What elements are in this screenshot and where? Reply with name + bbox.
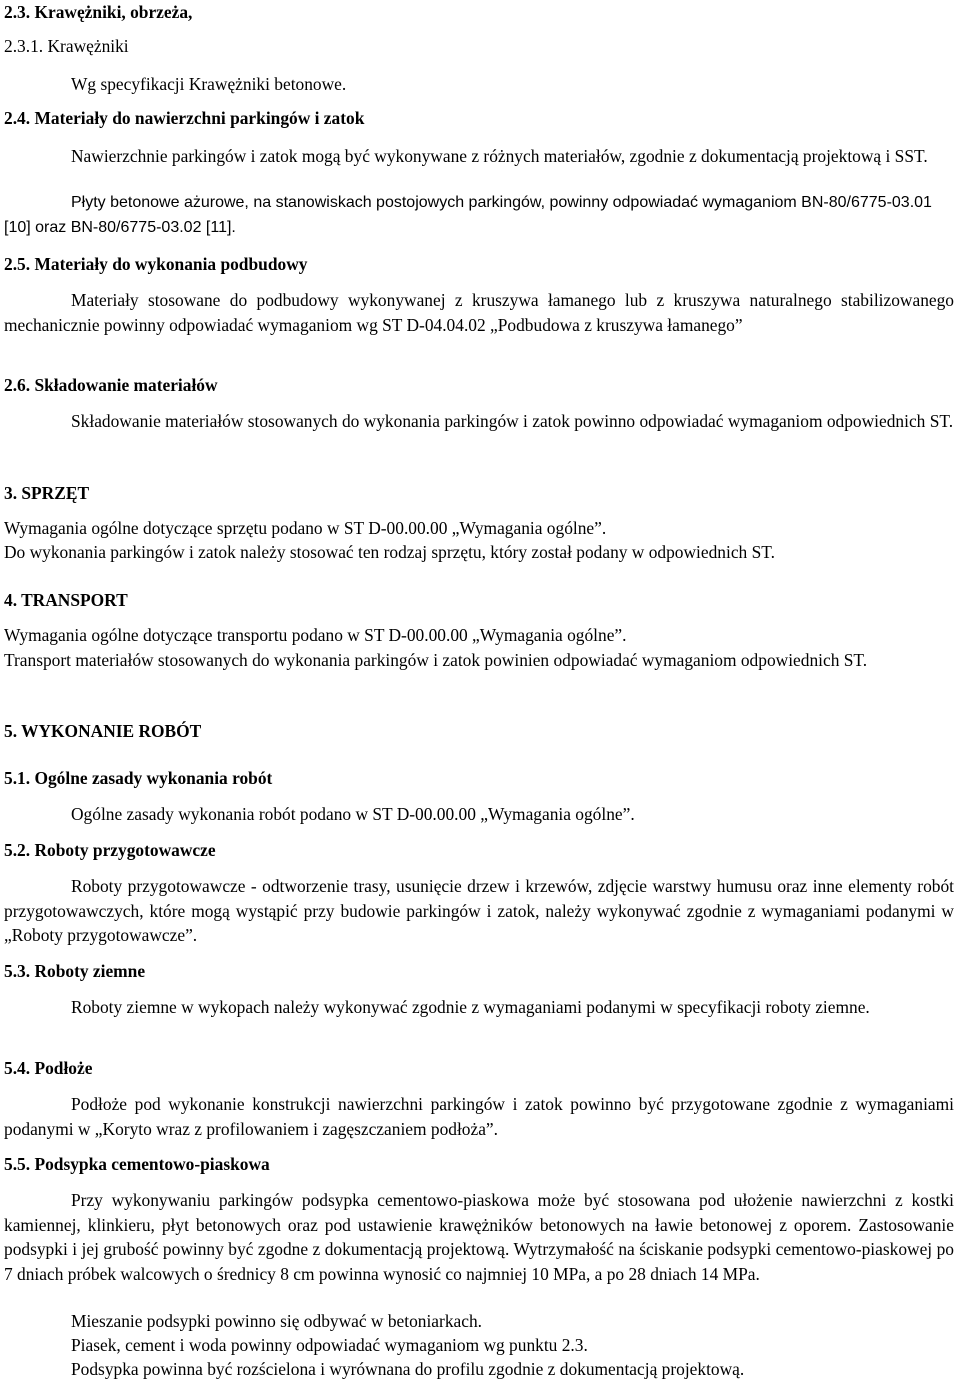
section-title: Podłoże (34, 1058, 93, 1078)
section-5-1-heading (4, 766, 272, 791)
section-5-5-paragraph-3: Piasek, cement i woda powinny odpowiadać wymaganiom wg punktu 2.3. (71, 1335, 588, 1355)
section-2-3-1-text: Wg specyfikacji Krawężniki betonowe. (71, 74, 347, 94)
section-5-5-heading (4, 1152, 270, 1177)
section-3-paragraph-1: Wymagania ogólne dotyczące sprzętu podano w ST D-00.00.00 „Wymagania ogólne”. (4, 518, 607, 538)
section-5-3-heading (4, 959, 145, 984)
section-4-paragraph-1: Wymagania ogólne dotyczące transportu podano w ST D-00.00.00 „Wymagania ogólne”. (4, 625, 627, 645)
section-2-5-heading (4, 252, 307, 277)
section-5-2-heading (4, 838, 216, 863)
section-title: Ogólne zasady wykonania robót (34, 768, 273, 788)
section-4-heading: 4. TRANSPORT (4, 590, 128, 610)
section-2-4-heading (4, 106, 364, 131)
section-title: Krawężniki, obrzeża, (34, 2, 193, 22)
section-number: 2.3.1. (4, 36, 44, 56)
section-2-3-1-heading (4, 34, 129, 59)
section-title: Roboty ziemne (34, 961, 146, 981)
section-5-heading: 5. WYKONANIE ROBÓT (4, 721, 202, 741)
section-5-5-paragraph-1: Przy wykonywaniu parkingów podsypka cementowo-piaskowa może być stosowana pod ułożenie nawierzchni z kostki kamiennej, klinkieru, płyt betonowych oraz pod ustawienie krawężników betonowych na ławie betonowej z oporem. Zastosowanie podsypki i jej grubość powinny być zgodne z dokumentacją projektową. Wytrzymałość na ściskanie podsypki cementowo-piaskowej po 7 dniach próbek walcowych o średnicy 8 cm powinna wynosić co najmniej 10 MPa, a po 28 dniach 14 MPa. (4, 1190, 954, 1284)
section-number: 5.2. (4, 840, 31, 860)
section-2-3-heading (4, 0, 192, 25)
section-2-6-paragraph-1: Składowanie materiałów stosowanych do wykonania parkingów i zatok powinno odpowiadać wymaganiom odpowiednich ST. (71, 411, 954, 431)
section-title: Krawężniki (47, 36, 129, 56)
section-5-5-paragraph-4: Podsypka powinna być rozścielona i wyrównana do profilu zgodnie z dokumentacją projektową. (71, 1359, 745, 1379)
section-3-heading: 3. SPRZĘT (4, 483, 90, 503)
section-title: Roboty przygotowawcze (34, 840, 216, 860)
section-number: 2.6. (4, 375, 31, 395)
section-4-paragraph-2: Transport materiałów stosowanych do wykonania parkingów i zatok powinien odpowiadać wymaganiom odpowiednich ST. (4, 650, 868, 670)
section-title: Składowanie materiałów (34, 375, 218, 395)
section-number: 2.5. (4, 254, 31, 274)
section-5-5-paragraph-2: Mieszanie podsypki powinno się odbywać w betoniarkach. (71, 1311, 482, 1331)
section-2-5-paragraph-1: Materiały stosowane do podbudowy wykonywanej z kruszywa łamanego lub z kruszywa naturalnego stabilizowanego mechanicznie powinny odpowiadać wymaganiom wg ST D-04.04.02 „Podbudowa z kruszywa łamanego” (4, 290, 954, 335)
section-2-4-paragraph-2: Płyty betonowe ażurowe, na stanowiskach postojowych parkingów, powinny odpowiadać wymaganiom BN-80/6775-03.01 [10] oraz BN-80/6775-03.02 [11]. (4, 194, 932, 236)
section-5-2-paragraph-1: Roboty przygotowawcze - odtworzenie trasy, usunięcie drzew i krzewów, zdjęcie warstwy humusu oraz inne elementy robót przygotowawczych, które mogą wystąpić przy budowie parkingów i zatok, należy wykonywać zgodnie z wymaganiami podanymi w „Roboty przygotowawcze”. (4, 876, 954, 945)
section-number: 2.3. (4, 2, 31, 22)
section-5-4-heading (4, 1056, 92, 1081)
section-3-paragraph-2: Do wykonania parkingów i zatok należy stosować ten rodzaj sprzętu, który został podany w odpowiednich ST. (4, 542, 775, 562)
section-5-1-paragraph-1: Ogólne zasady wykonania robót podano w ST D-00.00.00 „Wymagania ogólne”. (71, 804, 635, 824)
section-title: Materiały do nawierzchni parkingów i zatok (34, 108, 365, 128)
section-number: 5.4. (4, 1058, 31, 1078)
section-number: 5.1. (4, 768, 31, 788)
section-number: 2.4. (4, 108, 31, 128)
section-title: Podsypka cementowo-piaskowa (34, 1154, 270, 1174)
section-5-4-paragraph-1: Podłoże pod wykonanie konstrukcji nawierzchni parkingów i zatok powinno być przygotowane zgodnie z wymaganiami podanymi w „Koryto wraz z profilowaniem i zagęszczaniem podłoża”. (4, 1094, 954, 1139)
section-2-4-paragraph-1: Nawierzchnie parkingów i zatok mogą być wykonywane z różnych materiałów, zgodnie z dokumentacją projektową i SST. (71, 146, 928, 166)
section-2-6-heading (4, 373, 218, 398)
section-number: 5.5. (4, 1154, 31, 1174)
section-number: 5.3. (4, 961, 31, 981)
section-title: Materiały do wykonania podbudowy (34, 254, 308, 274)
section-5-3-paragraph-1: Roboty ziemne w wykopach należy wykonywać zgodnie z wymaganiami podanymi w specyfikacji roboty ziemne. (71, 997, 870, 1017)
